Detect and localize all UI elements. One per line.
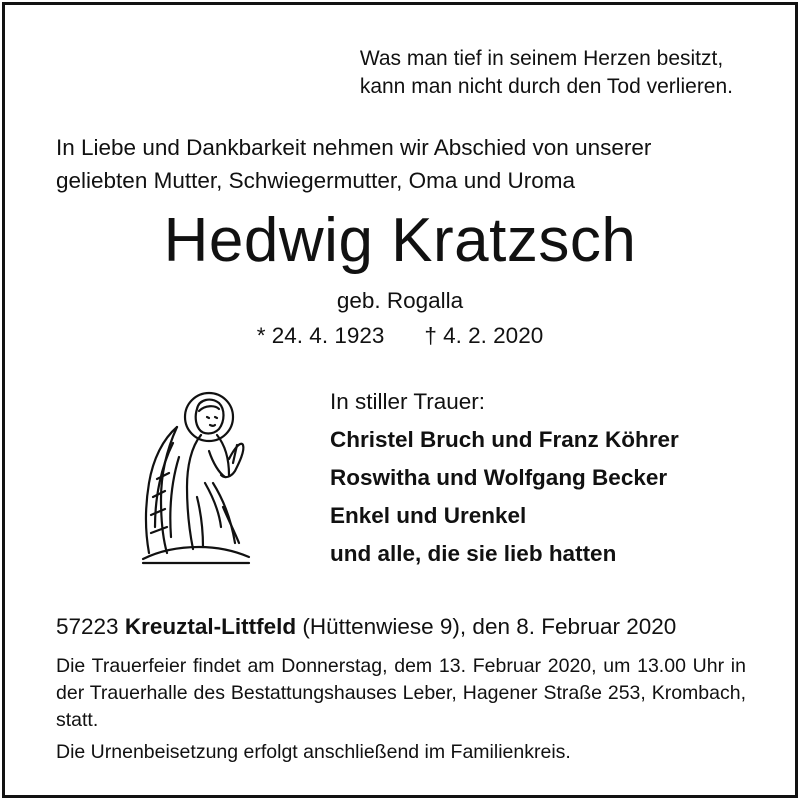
- town: Kreuztal-Littfeld: [124, 614, 297, 639]
- motto-line-2: kann man nicht durch den Tod verlieren.: [359, 75, 733, 98]
- mourner-name: Enkel und Urenkel: [330, 503, 527, 528]
- intro-line-2: geliebten Mutter, Schwiegermutter, Oma und Uroma: [56, 168, 575, 193]
- postcode: 57223: [56, 614, 119, 639]
- life-dates: [5, 321, 795, 351]
- motto-quote: [360, 45, 733, 101]
- place-and-date: [56, 612, 676, 642]
- mourner-name: und alle, die sie lieb hatten: [330, 541, 617, 566]
- mourner-name: Roswitha und Wolfgang Becker: [330, 465, 668, 490]
- address-date: (Hüttenwiese 9), den 8. Februar 2020: [302, 614, 677, 639]
- intro-text: [56, 131, 651, 197]
- urn-burial-info: Die Urnenbeisetzung erfolgt anschließend im Familienkreis.: [56, 741, 571, 763]
- motto-line-1: Was man tief in seinem Herzen besitzt,: [359, 47, 724, 70]
- maiden-name: geb. Rogalla: [336, 288, 464, 313]
- mourner-name: Christel Bruch und Franz Köhrer: [330, 427, 679, 452]
- mourners-heading: In stiller Trauer:: [330, 389, 486, 414]
- deceased-name: Hedwig Kratzsch: [163, 206, 637, 275]
- death-date: † 4. 2. 2020: [424, 323, 544, 348]
- praying-angel-icon: [139, 387, 251, 569]
- mourners-block: [330, 383, 679, 573]
- obituary-notice: [2, 2, 798, 798]
- funeral-info: Die Trauerfeier findet am Donnerstag, dem 13. Februar 2020, um 13.00 Uhr in der Trauerhalle des Bestattungshauses Leber, Hagener Straße 253, Krombach, statt.: [56, 655, 746, 731]
- intro-line-1: In Liebe und Dankbarkeit nehmen wir Abschied von unserer: [56, 135, 652, 160]
- birth-date: * 24. 4. 1923: [256, 323, 385, 348]
